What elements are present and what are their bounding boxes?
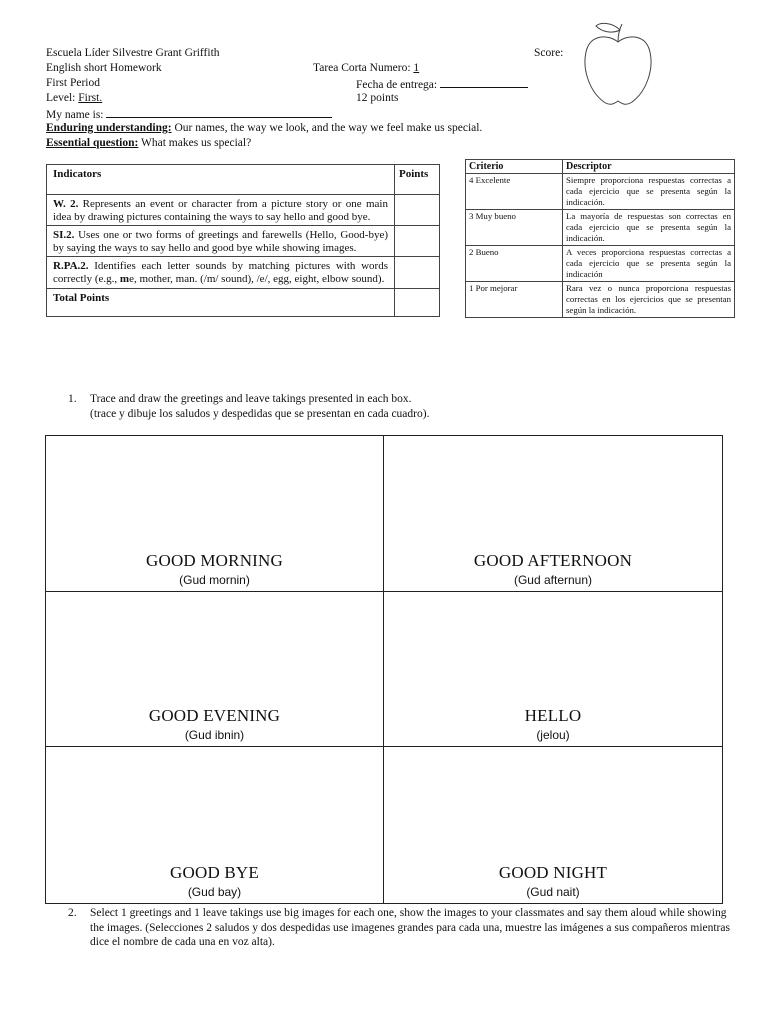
instruction-2-number: 2. (68, 907, 77, 919)
level-label: Level: (46, 92, 79, 104)
points-header: Points (395, 165, 440, 195)
level-line (46, 91, 102, 106)
rubric-descriptor: Rara vez o nunca proporciona respuestas correctas en los ejercicios que se presentan según la indicación. (563, 282, 735, 318)
task-label: Tarea Corta Numero: (313, 62, 414, 74)
indicator-bold-letter: m (119, 272, 130, 285)
essential-text: What makes us special? (138, 137, 252, 149)
score-label: Score: (534, 47, 564, 59)
rubric-descriptor: A veces proporciona respuestas correctas a cada ejercicio que se presenta según la indicación (563, 246, 735, 282)
greeting-pronunciation: (jelou) (536, 728, 570, 743)
name-blank[interactable] (106, 106, 332, 118)
rubric-descriptor: Siempre proporciona respuestas correctas a cada ejercicio que se presenta según la indicación. (563, 174, 735, 210)
period: First Period (46, 77, 100, 89)
indicator-code: R.PA.2. (53, 260, 89, 273)
indicator-row-w2 (47, 195, 395, 226)
greeting-word: HELLO (524, 706, 582, 726)
greeting-pronunciation: (Gud bay) (187, 885, 242, 899)
indicator-code: W. 2. (53, 198, 79, 210)
level-value: First. (78, 92, 103, 104)
points-cell[interactable] (395, 257, 440, 288)
essential-label: Essential question: (46, 137, 139, 149)
greeting-word: GOOD EVENING (148, 706, 281, 726)
instruction-1-line2: (trace y dibuje los saludos y despedidas que se presentan en cada cuadro). (90, 408, 430, 420)
name-label: My name is: (46, 109, 107, 121)
instruction-1-line1: Trace and draw the greetings and leave takings presented in each box. (90, 393, 412, 405)
indicators-header: Indicators (47, 165, 395, 195)
greeting-box[interactable] (46, 436, 384, 592)
essential-question (46, 136, 251, 151)
indicator-text: e, mother, man. (/m/ sound), /e/, egg, eight, elbow sound). (129, 272, 385, 285)
due-date-blank[interactable] (440, 76, 528, 88)
greeting-pronunciation: (Gud mornin) (179, 572, 250, 587)
greeting-pronunciation: (Gud nait) (526, 885, 580, 899)
rubric-criterio: 1 Por mejorar (466, 282, 563, 318)
subject: English short Homework (46, 62, 162, 74)
rubric-table (465, 159, 735, 318)
enduring-understanding (46, 121, 482, 136)
indicator-row-rpa2 (47, 257, 395, 288)
indicator-code: SI.2. (53, 229, 75, 242)
indicator-text: Represents an event or character from a picture story or one main idea by drawing pictures containing the ways to say hello and good bye. (53, 198, 388, 223)
greeting-pronunciation: (Gud ibnin) (184, 728, 245, 743)
total-points-cell[interactable] (395, 288, 440, 316)
total-points-label: Total Points (47, 288, 395, 316)
points-cell[interactable] (395, 226, 440, 257)
indicator-text: Uses one or two forms of greetings and farewells (Hello, Good-bye) by saying the ways to say hello and good bye while showing images. (53, 229, 388, 254)
rubric-criterio: 3 Muy bueno (466, 210, 563, 246)
greeting-box[interactable] (46, 747, 384, 903)
indicator-text: Identifies each letter sounds by matching pictures with words correctly (e.g., (53, 260, 388, 285)
greeting-box[interactable] (384, 436, 722, 592)
greetings-grid (45, 435, 723, 904)
enduring-label: Enduring understanding: (46, 122, 172, 134)
task-number: 1 (413, 62, 420, 74)
descriptor-header: Descriptor (563, 160, 735, 174)
indicators-table (46, 164, 440, 317)
greeting-word: GOOD MORNING (146, 550, 283, 570)
task-number-line (313, 61, 419, 76)
rubric-criterio: 4 Excelente (466, 174, 563, 210)
school-name: Escuela Líder Silvestre Grant Griffith (46, 47, 220, 59)
criterio-header: Criterio (466, 160, 563, 174)
instruction-2-text: Select 1 greetings and 1 leave takings use big images for each one, show the images to your classmates and say them aloud while showing the images. (Selecciones 2 saludos y dos despedidas use imagenes grandes para cada una, muestre las imágenes a sus compañeros mientras dice el nombre de cada una en voz alta). (90, 907, 730, 948)
greeting-box[interactable] (384, 592, 722, 748)
indicator-row-si2 (47, 226, 395, 257)
enduring-text: Our names, the way we look, and the way we feel make us special. (171, 122, 483, 134)
points-cell[interactable] (395, 195, 440, 226)
rubric-descriptor: La mayoría de respuestas son correctas en cada ejercicio que se presenta según la indicación. (563, 210, 735, 246)
points-total: 12 points (356, 92, 399, 104)
greeting-box[interactable] (46, 592, 384, 748)
due-label: Fecha de entrega: (356, 79, 440, 91)
rubric-criterio: 2 Bueno (466, 246, 563, 282)
apple-icon (578, 18, 658, 110)
greeting-pronunciation: (Gud afternun) (513, 572, 593, 587)
greeting-word: GOOD NIGHT (498, 863, 608, 882)
instruction-1-number: 1. (68, 393, 77, 405)
greeting-word: GOOD BYE (170, 863, 259, 882)
greeting-box[interactable] (384, 747, 722, 903)
greeting-word: GOOD AFTERNOON (473, 550, 633, 570)
